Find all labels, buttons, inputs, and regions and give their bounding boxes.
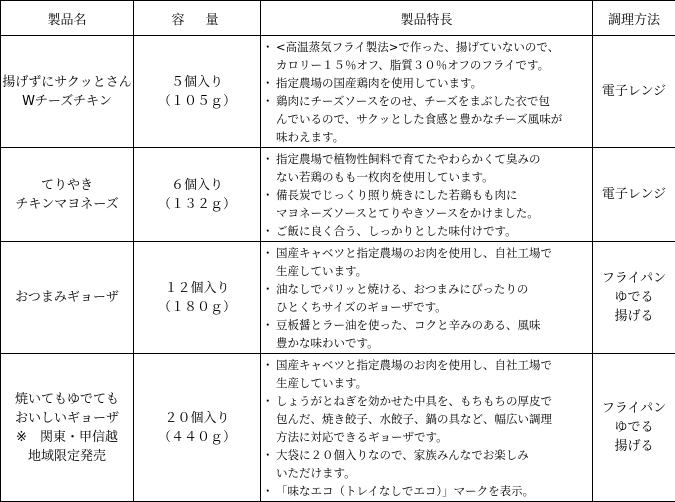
feature-line: 味わえます。 [276,128,588,146]
cooking-method [593,148,675,242]
feature-line: ・ 国産キャベツと指定農場のお肉を使用し、自社工場で [276,356,588,374]
feature-line: 包んだ、焼き餃子、水餃子、鍋の具など、幅広い調理 [276,410,588,428]
header-product-name: 製品名 [1,1,134,36]
feature-item [265,280,588,316]
cooking-method-line: 揚げる [593,307,675,326]
feature-line: 生産しています。 [276,262,588,280]
feature-item [265,222,588,240]
product-name-line: 地域限定発売 [1,447,133,466]
product-name-line: ※ 関東・甲信越 [1,428,133,447]
feature-item [265,186,588,222]
feature-list [265,244,588,352]
feature-line: ・ <高温蒸気フライ製法>で作った、揚げていないので、 [276,38,588,56]
product-quantity-line: ２０個入り [134,409,260,428]
feature-line: ・ 「味なエコ（トレイなしでエコ）」マークを表示。 [276,482,588,500]
product-row [1,36,675,148]
product-features [261,36,593,148]
feature-line: 生産しています。 [276,374,588,392]
product-features [261,148,593,242]
cooking-method [593,36,675,148]
feature-line: ・ ご飯に良く合う、しっかりとした味付けです。 [276,222,588,240]
feature-item [265,392,588,446]
cooking-method-line: 揚げる [593,437,675,456]
feature-list [265,356,588,500]
feature-line: 豊かな味わいです。 [276,334,588,352]
product-quantity-line: （１８０ｇ） [134,298,260,317]
feature-item [265,356,588,392]
feature-list [265,150,588,240]
header-quantity: 容 量 [134,1,261,36]
feature-line: ・ 油なしでパリッと焼ける、おつまみにぴったりの [276,280,588,298]
feature-line: ・ 国産キャベツと指定農場のお肉を使用し、自社工場で [276,244,588,262]
cooking-method-line: フライパン [593,269,675,288]
feature-line: ない若鶏のもも一枚肉を使用しています。 [276,168,588,186]
feature-line: ・ 備長炭でじっくり照り焼きにした若鶏もも肉に [276,186,588,204]
product-quantity [134,242,261,354]
product-quantity [134,354,261,502]
product-row [1,148,675,242]
feature-line: ひとくちサイズのギョーザです。 [276,298,588,316]
feature-item [265,244,588,280]
product-features [261,354,593,502]
feature-item [265,482,588,500]
product-name [1,354,134,502]
cooking-method [593,354,675,502]
feature-line: 方法に対応できるギョーザです。 [276,428,588,446]
feature-line: ・ 指定農場で植物性飼料で育てたやわらかくて臭みの [276,150,588,168]
feature-item [265,38,588,74]
product-quantity-line: ５個入り [134,73,260,92]
feature-item [265,446,588,482]
cooking-method-line: ゆでる [593,288,675,307]
product-quantity [134,148,261,242]
product-name-line: 揚げずにサクッとさん [1,73,133,92]
product-quantity-line: （１３２ｇ） [134,195,260,214]
header-cooking-method: 調理方法 [593,1,675,36]
product-name-line: てりやき [1,176,133,195]
header-features: 製品特長 [261,1,593,36]
product-row [1,242,675,354]
product-quantity [134,36,261,148]
cooking-method-line: ゆでる [593,418,675,437]
product-quantity-line: ６個入り [134,176,260,195]
feature-line: ・ 豆板醤とラー油を使った、コクと辛みのある、風味 [276,316,588,334]
product-name-line: チキンマヨネーズ [1,195,133,214]
feature-item [265,92,588,146]
product-name-line: 焼いてもゆでても [1,390,133,409]
feature-line: ・ 指定農場の国産鶏肉を使用しています。 [276,74,588,92]
feature-line: カロリー１５％オフ、脂質３０％オフのフライです。 [276,56,588,74]
product-features [261,242,593,354]
product-quantity-line: （１０５ｇ） [134,92,260,111]
feature-item [265,74,588,92]
product-quantity-line: （４４０ｇ） [134,428,260,447]
feature-line: ・ 鶏肉にチーズソースをのせ、チーズをまぶした衣で包 [276,92,588,110]
feature-line: んでいるので、サクッとした食感と豊かなチーズ風味が [276,110,588,128]
cooking-method-line: 電子レンジ [593,82,675,101]
feature-line: マヨネーズソースとてりやきソースをかけました。 [276,204,588,222]
product-row [1,354,675,502]
feature-item [265,316,588,352]
feature-line: いただけます。 [276,464,588,482]
product-name [1,242,134,354]
product-quantity-line: １２個入り [134,279,260,298]
product-name-line: おいしいギョーザ [1,409,133,428]
feature-item [265,150,588,186]
product-name-line: おつまみギョーザ [1,288,133,307]
product-name [1,148,134,242]
header-row [1,1,675,36]
cooking-method [593,242,675,354]
cooking-method-line: 電子レンジ [593,185,675,204]
product-name-line: Wチーズチキン [1,92,133,111]
feature-line: ・ 大袋に２０個入りなので、家族みんなでお楽しみ [276,446,588,464]
cooking-method-line: フライパン [593,399,675,418]
product-name [1,36,134,148]
feature-line: ・ しょうがとねぎを効かせた中具を、もちもちの厚皮で [276,392,588,410]
feature-list [265,38,588,146]
